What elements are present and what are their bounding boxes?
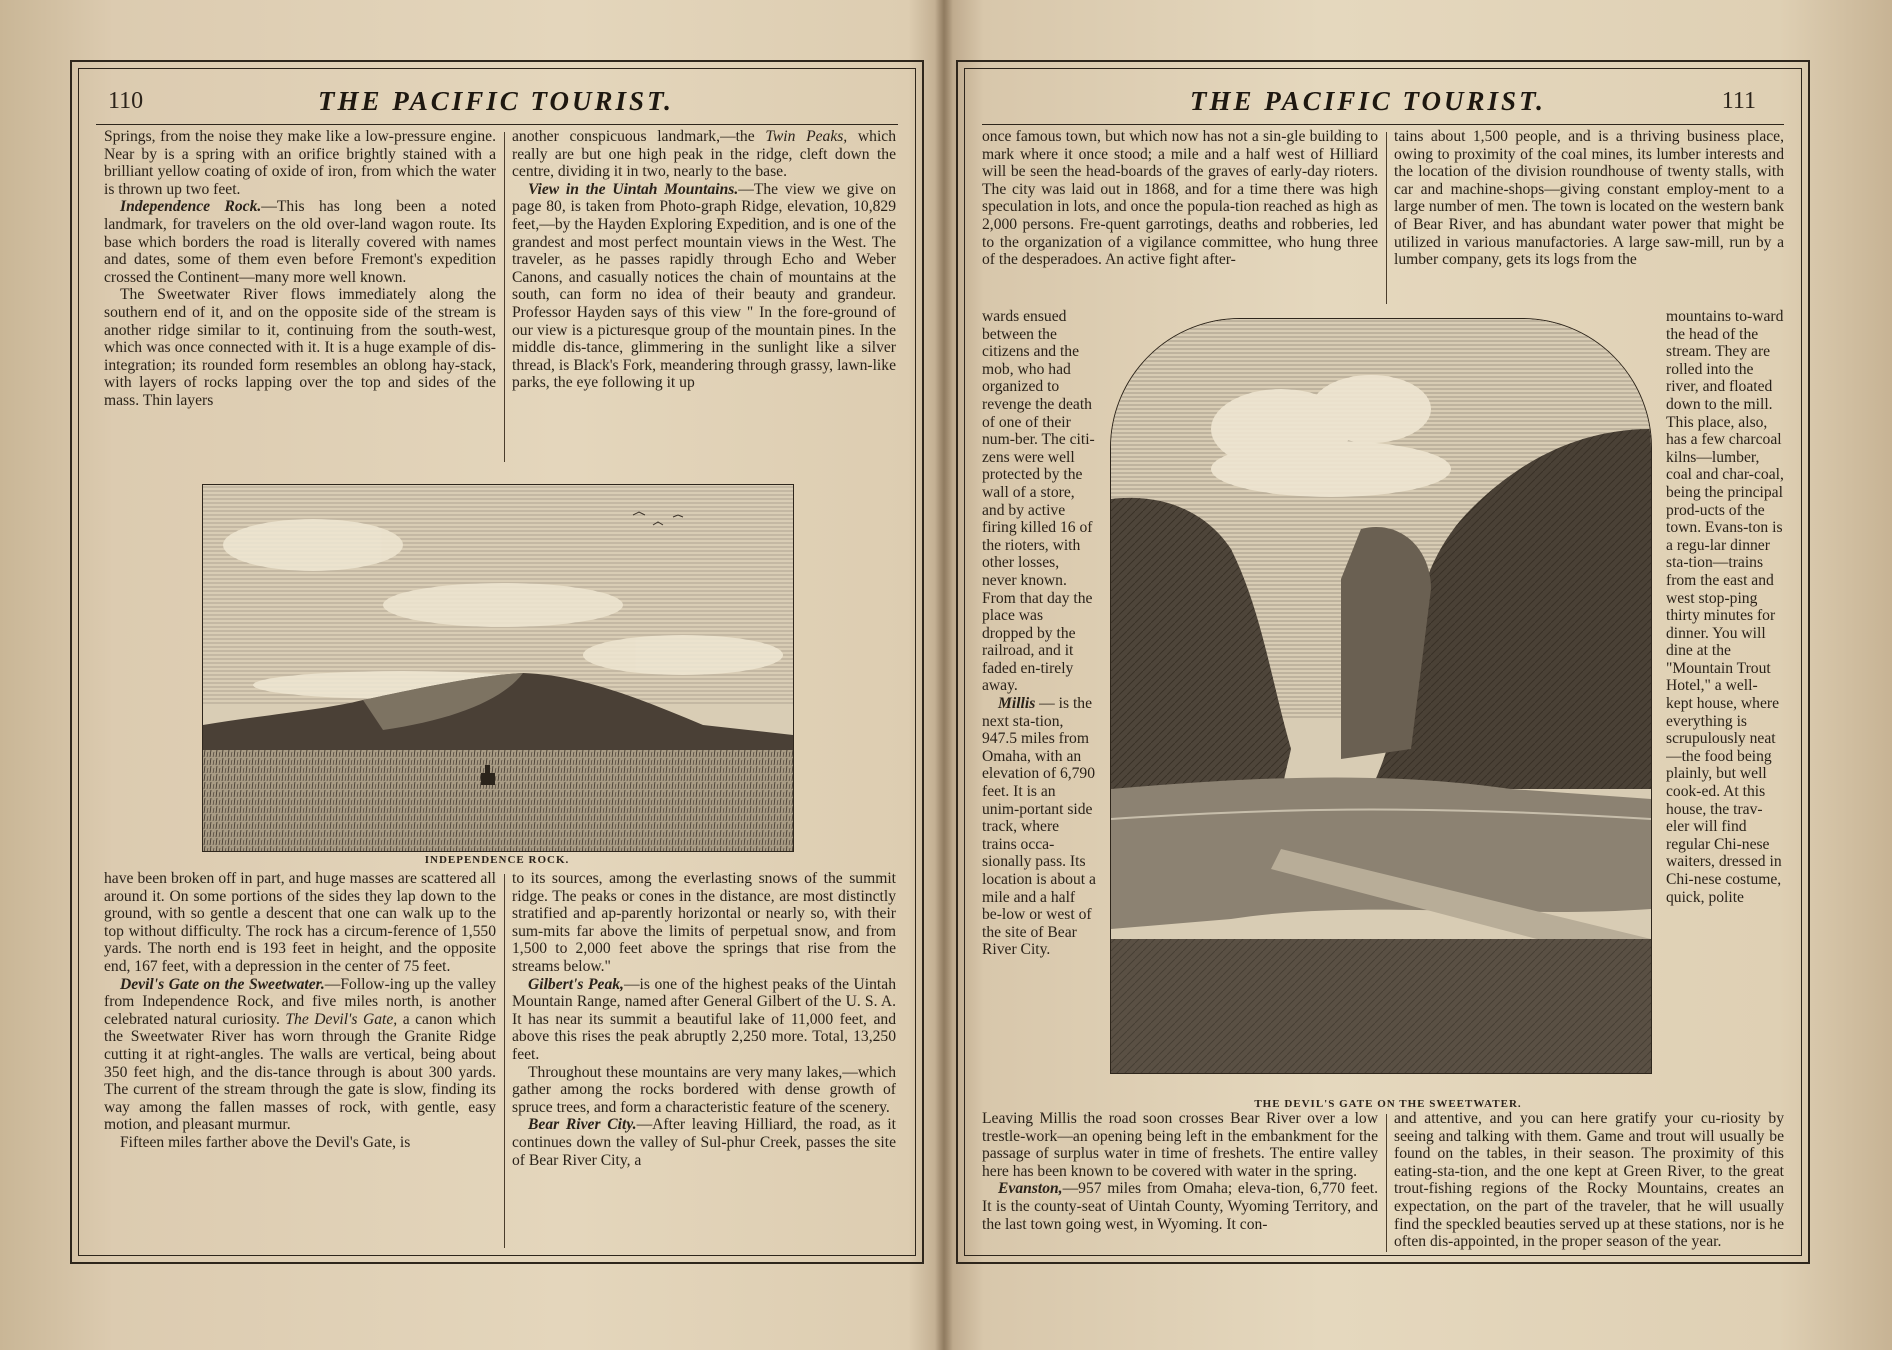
left-page-number: 110 — [108, 88, 144, 114]
paragraph — [512, 870, 896, 976]
paragraph: mountains to-ward the head of the stream. They are rolled into the river, and floated down to the mill. This place, also, has a few charcoal kilns—lumber, coal and char-coal, being the principal prod-ucts of the town. Evans-ton is a regu-lar dinner sta-tion—trains from the east and west stop-ping thirty minutes for dinner. You will dine at the "Mountain Trout Hotel," a well-kept house, where everything is scrupulously neat—the food being plainly, but well cook-ed. At this house, the trav-eler will find regular Chi-nese waiters, dressed in Chi-nese costume, quick, polite — [1666, 308, 1784, 906]
paragraph-text: have been broken off in part, and huge masses are scattered all around it. On some portions of the sides they lap down to the ground, with so gentle a descent that one can walk up to the top without difficulty. The rock has a circum-ference of 1,550 yards. The north end is 193 feet in height, and the opposite end, 167 feet, with a depression in the center of 75 feet. — [104, 870, 496, 975]
paragraph — [982, 695, 1096, 959]
paragraph — [512, 1064, 896, 1117]
left-col1-bottom — [104, 870, 496, 1250]
section-heading: Independence Rock. — [120, 198, 262, 216]
paragraph-text: — is the next sta-tion, 947.5 miles from Omaha, with an elevation of 6,790 feet. It is an unim-portant side track, where trains occa-sionally pass. Its location is about a mile and a half be-low or west of the site of Bear River City. — [982, 695, 1096, 959]
paragraph-text: which really are but one high peak in the ridge, cleft down the centre, dividing it in two, nearly to the base. — [512, 128, 896, 181]
left-running-title: THE PACIFIC TOURIST. — [318, 86, 674, 116]
section-heading: Devil's Gate on the Sweetwater. — [120, 975, 325, 993]
section-heading: View in the Uintah Mountains. — [528, 180, 739, 198]
section-heading: Millis — [998, 695, 1036, 713]
paragraph-text: Fifteen miles farther above the Devil's Gate, is — [120, 1133, 411, 1151]
right-column-separator-top — [1386, 132, 1387, 304]
section-heading: Evanston, — [998, 1180, 1063, 1198]
right-col1-top — [982, 128, 1378, 304]
paragraph — [512, 181, 896, 392]
left-page — [70, 60, 924, 1264]
paragraph — [104, 128, 496, 198]
left-col2-top — [512, 128, 896, 470]
paragraph-text: Throughout these mountains are very many lakes,—which gather among the rocks bordered with dense growth of spruce trees, and form a characteristic feature of the scenery. — [512, 1063, 896, 1116]
paragraph — [512, 1116, 896, 1169]
paragraph — [982, 1110, 1378, 1180]
left-col2-bottom — [512, 870, 896, 1250]
right-page-number: 111 — [1721, 88, 1756, 114]
paragraph-text: —This has long been a noted landmark, for travelers on the old over-land wagon route. Its base which borders the road is literally covered with names and dates, some of them even before Fremont's expedition crossed the Continent—many more well known. — [104, 198, 496, 286]
left-col1-top — [104, 128, 496, 470]
left-column-separator-bottom — [504, 874, 505, 1248]
right-col2-narrow-text — [1666, 308, 1784, 1112]
paragraph-text: —The view we give on page 80, is taken from Photo-graph Ridge, elevation, 10,829 feet,—by the Hayden Exploring Expedition, and is one of the grandest and most perfect mountain views in the West. The traveler, as he passes rapidly through Echo and Weber Canons, and casually notices the chain of mountains at the south, can form no idea of their beauty and grandeur. Professor Hayden says of this view " In the fore-ground of our view is a picturesque group of the mountain pines. In the middle dis-tance, glimmering in the sunlight like a silver thread, is Black's Fork, meandering through grassy, lawn-like parks, the eye following it up — [512, 180, 896, 392]
paragraph — [104, 976, 496, 1134]
paragraph-text: The Sweetwater River flows immediately along the southern end of it, and on the opposite side of the stream is another ridge similar to it, continuing from the south-west, which was once connected with it. It is a huge example of dis-integration; its rounded form resembles an oblong hay-stack, with layers of rocks lapping over the top and sides of the mass. Thin layers — [104, 286, 496, 409]
paragraph-text: wards ensued between the citizens and the mob, who had organized to revenge the death of one of their num-ber. The citi-zens were well protected by the wall of a store, and by active firing killed 16 of the rioters, with other losses, never known. From that day the place was dropped by the railroad, and it faded en-tirely away. — [982, 308, 1095, 695]
right-running-title: THE PACIFIC TOURIST. — [1190, 86, 1546, 116]
paragraph-text: a canon which the Sweetwater River has worn through the Granite Ridge cutting it at right-angles. The walls are vertical, being about 350 feet high, and the dis-tance through is about 300 yards. The current of the stream through the gate is slow, finding its way among the fallen masses of rock, with gentle, easy motion, and pleasant murmur. — [104, 1010, 496, 1134]
paragraph: tains about 1,500 people, and is a thriving business place, owing to proximity of the coal mines, its lumber interests and the location of the division roundhouse of twenty stalls, with car and machine-shops—giving constant employ-ment to a large number of men. The town is located on the western bank of Bear River, and has abundant water power that might be utilized in various manufactories. A large saw-mill, run by a lumber company, gets its logs from the — [1394, 128, 1784, 269]
right-col2-bottom — [1394, 1110, 1784, 1254]
paragraph: and attentive, and you can here gratify your cu-riosity by seeing and talking with them. Game and trout will usually be found on the tables, in their season. The proximity of this eating-sta-tion, and the one kept at Green River, to the great trout-fishing regions of the Rocky Mountains, creates an expectation, on the part of the traveler, that he will usually find the speckled beauties served up at these stations, nor is he often dis-appointed, in the proper season of the year. — [1394, 1110, 1784, 1251]
paragraph-text: another conspicuous landmark,—the — [512, 128, 766, 145]
paragraph — [512, 976, 896, 1064]
right-col2-top — [1394, 128, 1784, 304]
paragraph — [104, 198, 496, 286]
right-header-rule — [982, 124, 1784, 125]
paragraph-text: to its sources, among the everlasting snows of the summit ridge. The peaks or cones in the distance, are most distinctly stratified and ap-parently horizontal or nearly so, with their sum-mits far above the limits of perpetual snow, and from 1,500 to 2,000 feet above the springs that rise from the streams below." — [512, 870, 896, 975]
devils-gate-caption: THE DEVIL'S GATE ON THE SWEETWATER. — [1254, 1098, 1522, 1110]
right-col1-bottom — [982, 1110, 1378, 1254]
paragraph — [982, 1180, 1378, 1233]
paragraph-text: —Follow-ing up the valley from Independence Rock, and five miles north, is another celebrated natural curiosity. — [104, 975, 496, 1028]
devils-gate-engraving — [1110, 318, 1652, 1074]
italic-term: Twin Peaks, — [765, 128, 848, 145]
italic-term: The Devil's Gate, — [285, 1010, 398, 1028]
independence-rock-caption: INDEPENDENCE ROCK. — [424, 854, 570, 866]
left-header-rule — [96, 124, 898, 125]
paragraph — [104, 286, 496, 409]
right-col1-narrow-text — [982, 308, 1096, 1100]
left-column-separator-top — [504, 132, 505, 462]
paragraph-text: Leaving Millis the road soon crosses Bear River over a low trestle-work—an opening being left in the embankment for the passage of surplus water in time of freshets. The entire valley here has been known to be covered with water in the spring. — [982, 1110, 1378, 1180]
right-page — [956, 60, 1810, 1264]
section-heading: Bear River City. — [528, 1116, 637, 1134]
paragraph — [512, 128, 896, 181]
paragraph — [982, 308, 1096, 695]
right-column-separator-bottom — [1386, 1114, 1387, 1252]
paragraph-text: —After leaving Hilliard, the road, as it continues down the valley of Sul-phur Creek, passes the site of Bear River City, a — [512, 1116, 896, 1169]
paragraph-text: —is one of the highest peaks of the Uintah Mountain Range, named after General Gilbert of the U. S. A. It has near its summit a beautiful lake of 11,000 feet, and above this rises the peak abruptly 2,250 more. Total, 13,250 feet. — [512, 975, 896, 1063]
paragraph-text: —957 miles from Omaha; eleva-tion, 6,770 feet. It is the county-seat of Uintah County, Wyoming Territory, and the last town going west, in Wyoming. It con- — [982, 1180, 1378, 1233]
paragraph — [104, 870, 496, 976]
section-heading: Gilbert's Peak, — [528, 975, 624, 993]
paragraph-text: Springs, from the noise they make like a low-pressure engine. Near by is a spring with an orifice brightly stained with a brilliant yellow coating of oxide of iron, from which the water is thrown up two feet. — [104, 128, 496, 198]
paragraph: once famous town, but which now has not a sin-gle building to mark where it once stood; a mile and a half west of Hilliard will be seen the head-boards of the graves of early-day rioters. The city was laid out in 1868, and for a time there was high speculation in lots, and once the popula-tion reached as high as 2,000 persons. Fre-quent garrotings, deaths and robberies, led to the organization of a vigilance committee, who hung three of the desperadoes. An active fight after- — [982, 128, 1378, 269]
independence-rock-engraving — [202, 484, 794, 852]
book-gutter — [935, 0, 953, 1350]
paragraph — [104, 1134, 496, 1152]
